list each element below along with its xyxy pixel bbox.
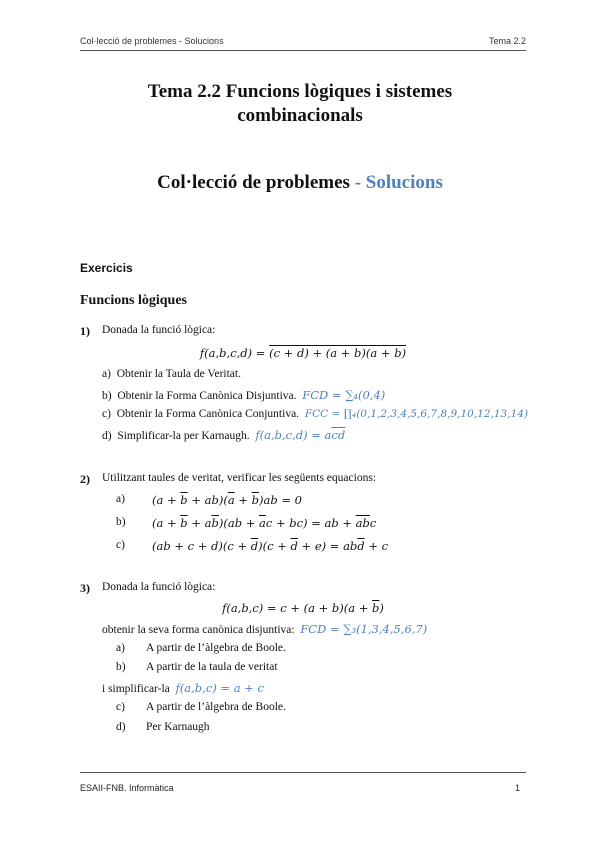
p1-formula-close: ) — [401, 346, 407, 360]
item-label: b) — [116, 661, 126, 673]
item-solution: FCD = ∑₄(0,4) — [302, 388, 386, 402]
item-text: Simplificar-la per Karnaugh. — [117, 430, 250, 442]
p3-formula-end: ) — [379, 601, 384, 615]
item-text: Obtenir la Forma Canònica Disjuntiva. — [117, 390, 297, 402]
item-text: A partir de la taula de veritat — [146, 661, 278, 673]
p3-formula-bbar: $\overline{b}$ — [372, 601, 380, 615]
problem-1-number: 1) — [80, 324, 90, 338]
sol-cbar: $\overline{c}$ — [331, 428, 338, 442]
p3-item-c — [116, 701, 286, 713]
p1-item-a — [102, 368, 241, 380]
title-line-2: combinacionals — [237, 105, 363, 126]
page-subtitle — [60, 172, 540, 194]
p1-item-b — [102, 388, 385, 402]
item-text: Obtenir la Forma Canònica Conjuntiva. — [116, 408, 300, 420]
problem-3-number: 3) — [80, 581, 90, 595]
p3-item-b — [116, 661, 278, 673]
sol-dbar: $\overline{d}$ — [337, 428, 346, 442]
title-line-1: Tema 2.2 Funcions lògiques i sistemes — [147, 81, 453, 102]
header-left: Col·lecció de problemes - Solucions — [80, 36, 224, 46]
item-label: d) — [116, 721, 126, 733]
p1-formula-bbar: b — [394, 346, 402, 360]
item-label: c) — [102, 408, 111, 420]
p1-formula-part: (c + d) + (a + b)(a + — [269, 346, 395, 360]
p3-item-a — [116, 642, 286, 654]
p1-item-c — [102, 408, 528, 420]
item-label: d) — [102, 430, 112, 442]
item-solution: FCC = ∏₄(0,1,2,3,4,5,6,7,8,9,10,12,13,14) — [304, 408, 529, 420]
p3-formula-main: f(a,b,c) = c + (a + b)(a + — [222, 601, 373, 615]
item-text: Obtenir la Taula de Veritat. — [116, 368, 241, 380]
section-exercicis: Exercicis — [80, 261, 133, 275]
p3-obtain-text: obtenir la seva forma canònica disjuntiva: — [102, 624, 295, 636]
item-label: b) — [102, 390, 112, 402]
footer-rule — [80, 772, 526, 773]
p2-eq-b — [116, 516, 377, 530]
running-footer — [80, 783, 526, 793]
subtitle-main: Col·lecció de problemes — [157, 172, 350, 193]
item-text: A partir de l’àlgebra de Boole. — [146, 642, 286, 654]
problem-3-intro: Donada la funció lògica: — [102, 581, 216, 593]
problem-3-formula — [80, 601, 526, 615]
problem-2-number: 2) — [80, 472, 90, 486]
eq-c-formula: $(ab + c + d)(c + \overline{d})(c + \overline{d} + e) = ab\overline{d} + c$ — [152, 539, 389, 553]
problem-1-intro: Donada la funció lògica: — [102, 324, 216, 336]
eq-label: a) — [116, 493, 125, 505]
running-header — [80, 36, 526, 46]
p1-formula-overlined — [269, 346, 406, 360]
problem-1-formula — [80, 346, 526, 360]
item-label: a) — [116, 642, 125, 654]
subtitle-dash: - — [349, 172, 366, 193]
item-label: c) — [116, 701, 125, 713]
page-title — [60, 80, 540, 128]
p3-obtain — [102, 622, 427, 636]
item-text: Per Karnaugh — [146, 721, 210, 733]
p2-eq-a — [116, 493, 302, 507]
subtitle-accent: Solucions — [365, 172, 443, 193]
page-number: 1 — [514, 783, 520, 793]
p1-item-d — [102, 428, 345, 442]
p2-eq-c — [116, 539, 389, 553]
p3-item-d — [116, 721, 210, 733]
eq-label: b) — [116, 516, 126, 528]
item-label: a) — [102, 368, 111, 380]
eq-label: c) — [116, 539, 125, 551]
sol-lhs: f(a,b,c,d) = a — [255, 428, 332, 442]
p1-formula-left: f(a,b,c,d) = — [199, 346, 270, 360]
p3-fcd: FCD = ∑₃(1,3,4,5,6,7) — [300, 622, 428, 636]
section-funcions-logiques: Funcions lògiques — [80, 293, 187, 308]
header-right: Tema 2.2 — [488, 36, 526, 46]
header-rule — [80, 50, 526, 51]
eq-a-formula: $(a + \overline{b} + ab)(\overline{a} + \overline{b})ab = 0$ — [152, 493, 302, 507]
p3-simplify — [102, 681, 264, 695]
item-text: A partir de l’àlgebra de Boole. — [146, 701, 286, 713]
footer-left: ESAII-FNB. Informàtica — [80, 783, 174, 793]
item-solution — [255, 428, 345, 442]
eq-b-formula: $(a + \overline{b} + a\overline{b})(ab + \overline{a}c + bc)$ = ab + $\overline{a}\overline{b}c$ — [152, 516, 377, 530]
p3-simplified: f(a,b,c) = a + c — [175, 681, 264, 695]
p3-simplify-text: i simplificar-la — [102, 683, 170, 695]
problem-2-intro: Utilitzant taules de veritat, verificar les següents equacions: — [102, 472, 376, 484]
